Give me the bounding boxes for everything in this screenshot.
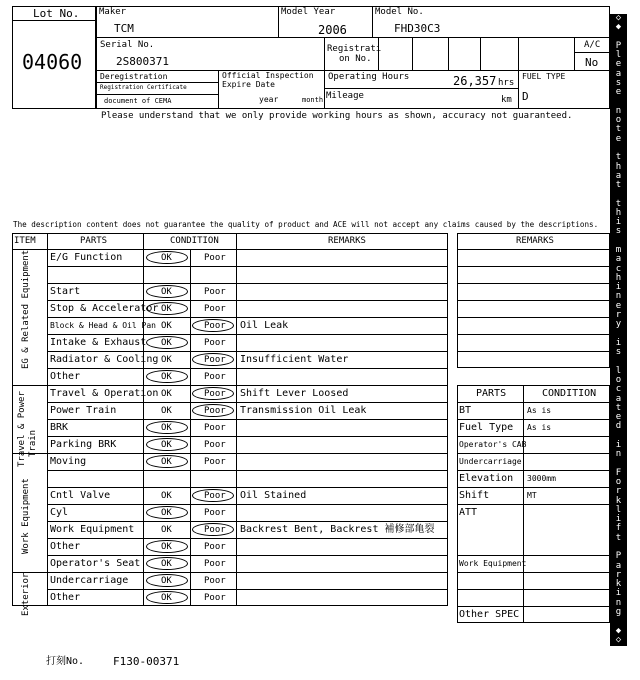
side-note-char: i: [615, 439, 622, 450]
poor-option[interactable]: Poor: [204, 508, 226, 518]
ok-option[interactable]: OK: [161, 321, 172, 331]
lot-label: Lot No.: [33, 7, 80, 20]
poor-option[interactable]: Poor: [204, 321, 226, 331]
table-row: [47, 453, 448, 470]
ok-option[interactable]: OK: [161, 542, 172, 552]
ok-option[interactable]: OK: [161, 389, 172, 399]
side-note-char: a: [615, 254, 622, 265]
side-note-char: P: [615, 551, 622, 562]
remarks-right-line: [457, 334, 610, 335]
header-hline: [96, 82, 218, 83]
selected-condition-oval: [146, 421, 188, 434]
spec-value: MT: [527, 491, 537, 500]
ok-option[interactable]: OK: [161, 440, 172, 450]
poor-option[interactable]: Poor: [204, 423, 226, 433]
footer-label: 打刻No.: [46, 656, 85, 667]
spec-part-label: Other SPEC: [459, 609, 520, 620]
ok-option[interactable]: OK: [161, 338, 172, 348]
side-note-char: n: [615, 449, 622, 460]
selected-condition-oval: [146, 591, 188, 604]
remarks-right-line: [457, 351, 610, 352]
selected-condition-oval: [192, 404, 234, 417]
model-no-label: Model No.: [375, 7, 424, 17]
spec-header-condition: CONDITION: [542, 388, 597, 399]
remark-text: Oil Leak: [240, 320, 289, 331]
table-row: [47, 368, 448, 385]
table-row: [47, 283, 448, 300]
poor-option[interactable]: Poor: [204, 338, 226, 348]
deregistration-label: Deregistration: [100, 72, 168, 81]
selected-condition-oval: [146, 251, 188, 264]
header-item: ITEM: [14, 236, 36, 246]
side-note-char: i: [615, 217, 622, 228]
group-label-exterior: Exterior: [21, 572, 31, 616]
selected-condition-oval: [146, 336, 188, 349]
remarks-right-header: REMARKS: [516, 236, 554, 246]
spec-value: As is: [527, 406, 552, 415]
ok-option[interactable]: OK: [161, 372, 172, 382]
model-no-value: FHD30C3: [394, 22, 441, 35]
selected-condition-oval: [192, 489, 234, 502]
ok-option[interactable]: OK: [161, 304, 172, 314]
part-label: Operator's Seat: [50, 558, 141, 569]
part-label: Radiator & Cooling: [50, 354, 159, 365]
table-row: [47, 504, 448, 521]
poor-option[interactable]: Poor: [204, 593, 226, 603]
side-note-char: s: [615, 77, 622, 88]
header-vline: [218, 70, 219, 109]
side-note-char: r: [615, 310, 622, 320]
side-note-char: s: [615, 226, 622, 237]
spec-row-line: [457, 453, 610, 454]
selected-condition-oval: [146, 285, 188, 298]
side-note-char: r: [615, 569, 622, 580]
header-hline: [574, 52, 610, 53]
lot-number: 04060: [22, 50, 83, 74]
maker-value: TCM: [114, 22, 134, 35]
month-label: month: [302, 96, 324, 104]
header-remarks: REMARKS: [328, 236, 366, 246]
side-note-char: n: [615, 597, 622, 608]
poor-option[interactable]: Poor: [204, 287, 226, 297]
poor-option[interactable]: Poor: [204, 457, 226, 467]
side-note-char: o: [615, 477, 622, 488]
header-parts: PARTS: [80, 236, 108, 246]
operating-hours-label: Operating Hours: [328, 72, 410, 82]
spec-part-label: ATT: [459, 507, 478, 518]
ok-option[interactable]: OK: [161, 491, 172, 501]
header-vline: [278, 6, 279, 37]
side-note-char: ◇: [615, 634, 622, 645]
ok-option[interactable]: OK: [161, 423, 172, 433]
header-vline: [574, 37, 575, 70]
header-vline: [324, 37, 325, 109]
ok-option[interactable]: OK: [161, 559, 172, 569]
part-label: Intake & Exhaust: [50, 337, 147, 348]
selected-condition-oval: [146, 574, 188, 587]
side-note-char: t: [615, 180, 622, 191]
side-note-char: a: [615, 170, 622, 181]
part-label: Moving: [50, 456, 87, 467]
km-unit: km: [501, 95, 512, 105]
poor-option[interactable]: Poor: [204, 542, 226, 552]
ok-option[interactable]: OK: [161, 457, 172, 467]
side-note-char: i: [615, 337, 622, 348]
selected-condition-oval: [146, 540, 188, 553]
header-hline: [324, 88, 518, 89]
selected-condition-oval: [146, 370, 188, 383]
spec-row-line: [457, 487, 610, 488]
selected-condition-oval: [146, 438, 188, 451]
part-label: Travel & Operation: [50, 388, 159, 399]
part-label: Block & Head & Oil Pan: [50, 321, 156, 330]
spec-row-line: [457, 504, 610, 505]
disclaimer-text: The description content does not guarantee the quality of product and ACE will not accept any claims caused by the descriptions.: [13, 220, 599, 229]
side-note-char: h: [615, 272, 622, 283]
header-vline: [372, 6, 373, 37]
side-note-char: e: [615, 133, 622, 144]
remark-text: Transmission Oil Leak: [240, 405, 367, 416]
header-vline: [412, 37, 413, 70]
remarks-right-line: [457, 283, 610, 284]
selected-condition-oval: [146, 302, 188, 315]
inspection-label-2: Expire Date: [222, 80, 275, 89]
footer-value: F130-00371: [113, 655, 180, 668]
spec-row-line: [457, 589, 610, 590]
serial-value: 2S800371: [116, 55, 169, 68]
side-note-char: t: [615, 198, 622, 209]
side-note-char: l: [615, 365, 622, 376]
ac-label: A/C: [584, 40, 601, 50]
part-label: Cyl: [50, 507, 69, 518]
side-note-char: a: [615, 393, 622, 404]
spec-part-label: Shift: [459, 490, 490, 501]
side-note-char: s: [615, 347, 622, 358]
header-vline: [448, 37, 449, 70]
side-note-char: i: [615, 588, 622, 599]
poor-option[interactable]: Poor: [204, 525, 226, 535]
spec-part-label: Work Equipment: [459, 559, 527, 568]
side-note-char: c: [615, 384, 622, 395]
side-note-char: i: [615, 514, 622, 525]
mileage-label: Mileage: [326, 91, 364, 101]
ok-option[interactable]: OK: [161, 287, 172, 297]
spec-row-line: [457, 419, 610, 420]
side-note-char: e: [615, 300, 622, 311]
header-vline: [480, 37, 481, 70]
table-row: [47, 266, 448, 283]
side-note-char: y: [615, 319, 622, 330]
spec-row-line: [457, 606, 610, 607]
part-label: Work Equipment: [50, 524, 135, 535]
part-label: Other: [50, 371, 81, 382]
model-year-value: 2006: [318, 23, 347, 37]
spec-value: As is: [527, 423, 552, 432]
side-note-char: l: [615, 504, 622, 515]
header-condition: CONDITION: [170, 236, 219, 246]
remarks-right-line: [457, 249, 610, 250]
poor-option[interactable]: Poor: [204, 559, 226, 569]
side-note-char: r: [615, 486, 622, 497]
side-note-char: f: [615, 523, 622, 534]
side-note-char: c: [615, 263, 622, 274]
part-label: Other: [50, 541, 81, 552]
side-note-char: a: [615, 68, 622, 79]
poor-option[interactable]: Poor: [204, 372, 226, 382]
ok-option[interactable]: OK: [161, 525, 172, 535]
ok-option[interactable]: OK: [161, 593, 172, 603]
spec-part-label: Fuel Type: [459, 422, 514, 433]
group-label-work: Work Equipment: [21, 478, 31, 554]
poor-option[interactable]: Poor: [204, 253, 226, 263]
side-note-char: n: [615, 291, 622, 302]
side-note-char: i: [615, 282, 622, 293]
ok-option[interactable]: OK: [161, 253, 172, 263]
poor-option[interactable]: Poor: [204, 491, 226, 501]
ok-option[interactable]: OK: [161, 406, 172, 416]
side-note-char: ◆: [615, 625, 622, 636]
maker-label: Maker: [99, 7, 127, 17]
remarks-right-line: [457, 300, 610, 301]
side-note-char: ◆: [615, 22, 622, 33]
side-note-char: t: [615, 152, 622, 163]
part-label: BRK: [50, 422, 69, 433]
group-label-eg: EG & Related Equipment: [21, 249, 31, 369]
table-row: [47, 470, 448, 487]
side-note-char: e: [615, 59, 622, 70]
fuel-type-value: D: [522, 90, 529, 103]
spec-hline: [457, 402, 610, 403]
selected-condition-oval: [192, 353, 234, 366]
poor-option[interactable]: Poor: [204, 576, 226, 586]
spec-row-line: [457, 572, 610, 573]
table-row: [47, 589, 448, 606]
cema-label: document of CEMA: [104, 97, 172, 105]
selected-condition-oval: [192, 387, 234, 400]
ok-option[interactable]: OK: [161, 576, 172, 586]
spec-part-label: Elevation: [459, 473, 514, 484]
table-row: [47, 419, 448, 436]
poor-option[interactable]: Poor: [204, 304, 226, 314]
side-note-char: o: [615, 374, 622, 385]
remark-text: Insufficient Water: [240, 354, 349, 365]
selected-condition-oval: [146, 557, 188, 570]
group-label-travel: Travel & Power: [17, 391, 27, 467]
notice-text: Please understand that we only provide working hours as shown, accuracy not guaranteed.: [101, 111, 573, 121]
registration-label: Registrati: [327, 44, 382, 54]
selected-condition-oval: [146, 455, 188, 468]
ac-value: No: [585, 56, 599, 69]
group-label-travel-2: Train: [28, 429, 38, 457]
side-note-banner: [610, 14, 627, 646]
spec-part-label: Operator's CAB: [459, 440, 527, 449]
remark-text: Shift Lever Loosed: [240, 388, 349, 399]
side-note-char: g: [615, 607, 622, 617]
selected-condition-oval: [192, 523, 234, 536]
inspection-label: Official Inspection: [222, 71, 314, 80]
spec-part-label: Undercarriage: [459, 457, 522, 466]
part-label: Power Train: [50, 405, 117, 416]
lot-divider: [12, 20, 96, 21]
remarks-right-line: [457, 266, 610, 267]
side-note-char: ◇: [615, 13, 622, 23]
part-label: Start: [50, 286, 81, 297]
serial-label: Serial No.: [100, 40, 155, 50]
side-note-char: t: [615, 402, 622, 413]
side-note-char: l: [615, 50, 622, 61]
side-note-char: h: [615, 161, 622, 172]
poor-option[interactable]: Poor: [204, 440, 226, 450]
side-note-char: m: [615, 245, 622, 256]
spec-row-line: [457, 436, 610, 437]
side-note-char: h: [615, 207, 622, 218]
side-note-char: t: [615, 124, 622, 135]
spec-header-parts: PARTS: [476, 388, 507, 399]
part-label: Other: [50, 592, 81, 603]
side-note-char: n: [615, 105, 622, 116]
part-label: Stop & Accelerator: [50, 303, 159, 314]
fuel-type-label: FUEL TYPE: [522, 72, 566, 81]
side-note-char: a: [615, 560, 622, 571]
side-note-char: t: [615, 532, 622, 543]
selected-condition-oval: [192, 319, 234, 332]
part-label: Parking BRK: [50, 439, 117, 450]
remarks-right-line: [457, 317, 610, 318]
part-label: Undercarriage: [50, 575, 129, 586]
remark-text: Oil Stained: [240, 490, 307, 501]
side-note-char: F: [615, 467, 622, 478]
registration-label-2: on No.: [339, 54, 372, 64]
table-row: [47, 538, 448, 555]
reg-cert-label: Registration Certificate: [100, 84, 187, 91]
spec-row-line: [457, 470, 610, 471]
header-hline: [96, 70, 610, 71]
spec-part-label: BT: [459, 405, 472, 416]
side-note-char: o: [615, 115, 622, 126]
operating-hours-value: 26,357: [453, 74, 497, 88]
spec-value: 3000mm: [527, 474, 556, 483]
side-note-char: d: [615, 421, 622, 432]
poor-option[interactable]: Poor: [204, 406, 226, 416]
side-note-char: k: [615, 495, 622, 506]
part-label: E/G Function: [50, 252, 123, 263]
header-vline: [518, 37, 519, 109]
part-label: Cntl Valve: [50, 490, 111, 501]
poor-option[interactable]: Poor: [204, 355, 226, 365]
ok-option[interactable]: OK: [161, 508, 172, 518]
hrs-unit: hrs: [498, 78, 515, 88]
side-note-char: k: [615, 579, 622, 590]
selected-condition-oval: [146, 506, 188, 519]
year-label: year: [259, 95, 279, 104]
poor-option[interactable]: Poor: [204, 389, 226, 399]
header-hline: [96, 94, 218, 95]
side-note-char: e: [615, 412, 622, 423]
side-note-char: P: [615, 40, 622, 51]
model-year-label: Model Year: [281, 7, 336, 17]
spec-row-line: [457, 555, 610, 556]
side-note-char: e: [615, 87, 622, 98]
ok-option[interactable]: OK: [161, 355, 172, 365]
remark-text: Backrest Bent, Backrest 補修部亀裂: [240, 524, 435, 535]
header-hline: [96, 37, 610, 38]
